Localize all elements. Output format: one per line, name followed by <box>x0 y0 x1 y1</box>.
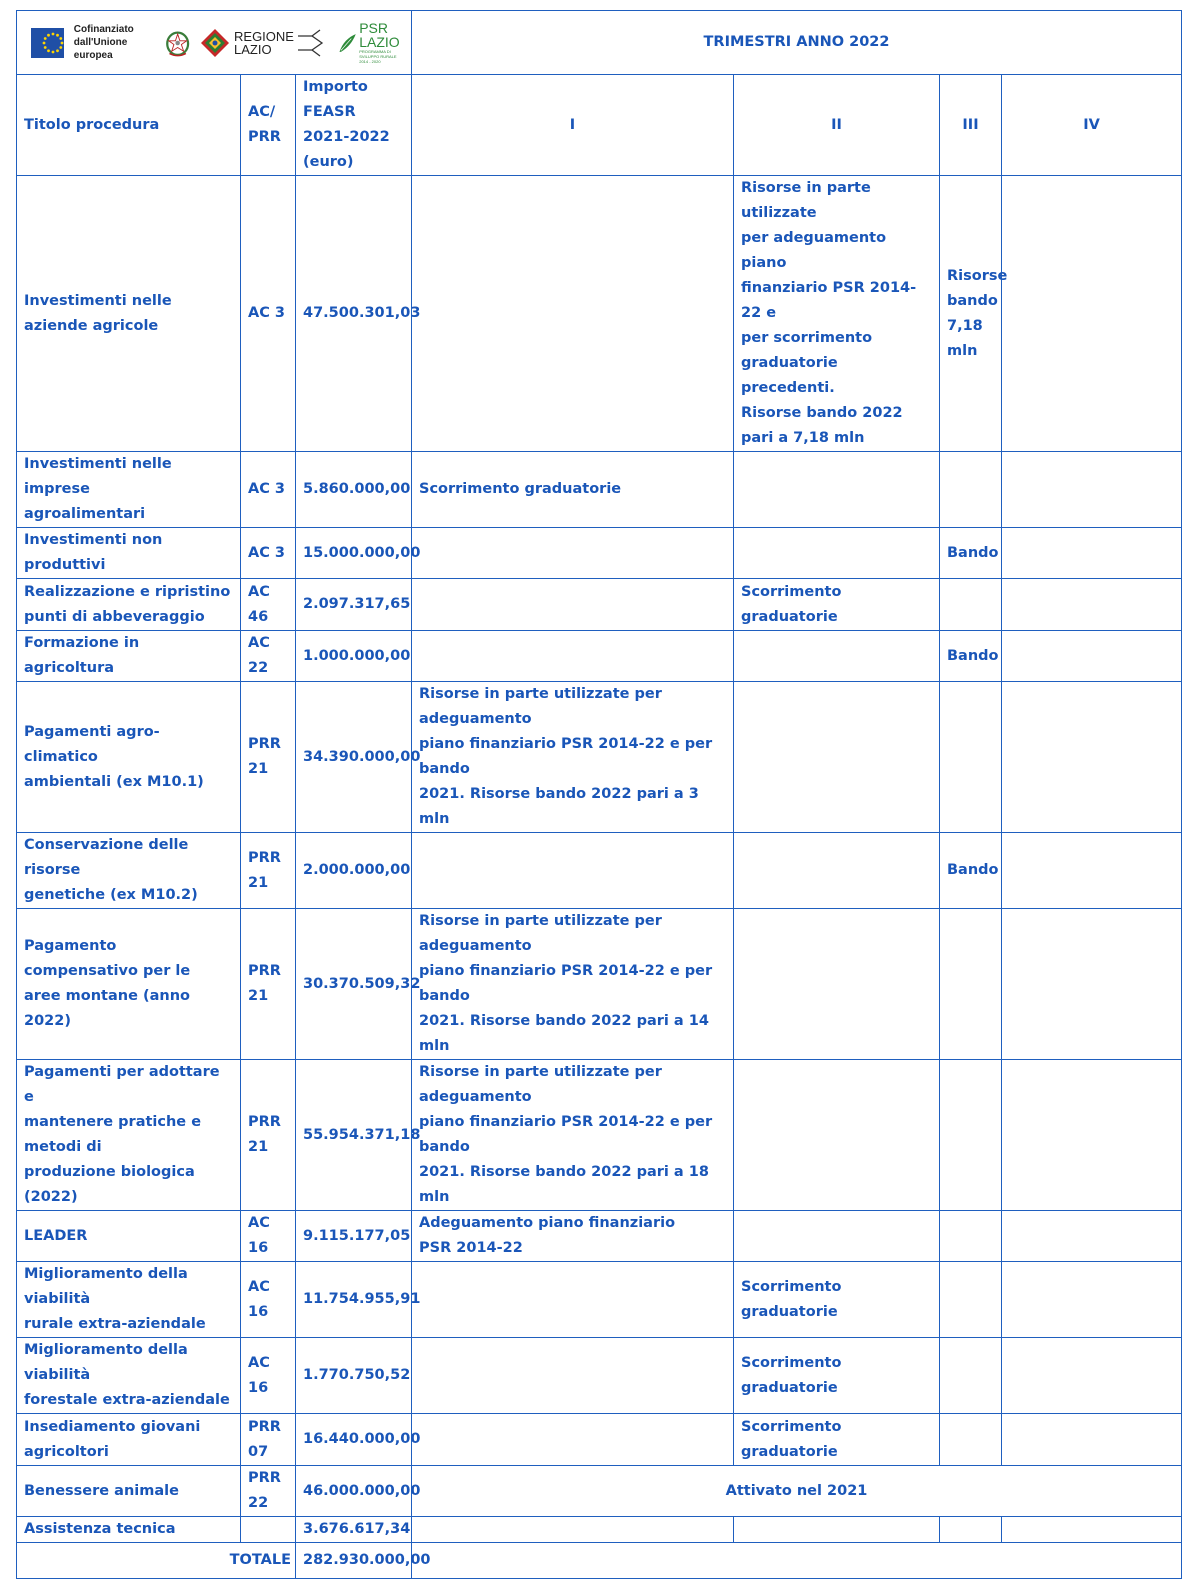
header-quarter-4: IV <box>1002 75 1182 176</box>
header-importo: Importo FEASR 2021-2022 (euro) <box>296 75 412 176</box>
procedure-title-line: LEADER <box>24 1227 88 1244</box>
procedure-title <box>17 1060 241 1211</box>
procedure-title-line: agricoltori <box>24 1443 109 1460</box>
procedure-title <box>17 1262 241 1338</box>
quarter-1-note <box>412 452 734 528</box>
importo-value: 34.390.000,00 <box>296 682 412 833</box>
quarter-3-note <box>940 579 1002 631</box>
quarter-2-note <box>734 176 940 452</box>
quarter-3-note <box>940 909 1002 1060</box>
header-quarter-2: II <box>734 75 940 176</box>
procedure-title-line: Miglioramento della viabilità <box>24 1342 188 1383</box>
ac-prr-code: PRR 07 <box>241 1414 296 1466</box>
quarter-1-note <box>412 631 734 682</box>
quarter-4-note <box>1002 528 1182 579</box>
procedure-title <box>17 1414 241 1466</box>
procedure-title-line: Investimenti nelle imprese <box>24 456 172 497</box>
ac-prr-code: PRR 22 <box>241 1466 296 1517</box>
header-ac-prr: AC/ PRR <box>241 75 296 176</box>
italian-republic-emblem-icon <box>165 23 190 63</box>
regione-lazio-logo: REGIONE LAZIO <box>200 28 328 58</box>
procedure-title-line: Insediamento giovani <box>24 1418 201 1435</box>
ac-prr-code: AC 3 <box>241 528 296 579</box>
procedure-title <box>17 833 241 909</box>
quarter-1-note <box>412 682 734 833</box>
importo-value: 1.770.750,52 <box>296 1338 412 1414</box>
procedure-title-line: Formazione in agricoltura <box>24 635 140 676</box>
quarter-1-note-line: piano finanziario PSR 2014-22 e per bando <box>419 1114 713 1155</box>
quarter-3-note <box>940 631 1002 682</box>
quarter-3-note-line: mln <box>947 342 978 359</box>
ac-prr-code: AC 46 <box>241 579 296 631</box>
importo-value: 46.000.000,00 <box>296 1466 412 1517</box>
quarter-1-note <box>412 1517 734 1543</box>
procedure-title-line: aziende agricole <box>24 317 159 334</box>
quarter-1-note <box>412 579 734 631</box>
importo-value: 3.676.617,34 <box>296 1517 412 1543</box>
importo-value: 1.000.000,00 <box>296 631 412 682</box>
trimestri-header: TRIMESTRI ANNO 2022 <box>412 11 1182 75</box>
procedure-title-line: rurale extra-aziendale <box>24 1316 206 1332</box>
procedure-title <box>17 452 241 528</box>
procedure-title-line: Realizzazione e ripristino <box>24 583 231 600</box>
quarter-1-note-line: Risorse in parte utilizzate per adeguamento <box>419 913 662 954</box>
procedure-title <box>17 528 241 579</box>
importo-value: 47.500.301,03 <box>296 176 412 452</box>
eu-flag-icon <box>31 28 64 58</box>
table-row <box>17 1338 1182 1414</box>
quarter-1-note <box>412 909 734 1060</box>
quarter-3-note-line: Bando <box>947 544 999 561</box>
ac-prr-code: AC 16 <box>241 1262 296 1338</box>
procedure-title <box>17 1338 241 1414</box>
quarter-3-note-line: Bando <box>947 862 999 878</box>
table-row <box>17 1466 1182 1517</box>
quarter-1-note <box>412 1338 734 1414</box>
eu-cofinancing-label: Cofinanziato dall'Unione europea <box>73 24 134 61</box>
table-row <box>17 452 1182 528</box>
quarter-2-note <box>734 1060 940 1211</box>
procedure-title-line: ambientali (ex M10.1) <box>24 773 204 790</box>
total-blank <box>412 1543 1182 1579</box>
procedure-title <box>17 631 241 682</box>
quarter-1-note-line: piano finanziario PSR 2014-22 e per bando <box>419 736 713 777</box>
quarter-3-note <box>940 528 1002 579</box>
importo-value: 2.000.000,00 <box>296 833 412 909</box>
ac-prr-code <box>241 1517 296 1543</box>
quarter-4-note <box>1002 631 1182 682</box>
quarter-4-note <box>1002 176 1182 452</box>
quarter-2-note <box>734 452 940 528</box>
procedure-title-line: agroalimentari <box>24 506 146 522</box>
quarter-1-note-line: 2021. Risorse bando 2022 pari a 14 mln <box>419 1013 709 1054</box>
quarter-1-note-line: 2021. Risorse bando 2022 pari a 3 mln <box>419 786 699 827</box>
quarter-3-note <box>940 452 1002 528</box>
quarter-3-note <box>940 682 1002 833</box>
quarter-2-note <box>734 579 940 631</box>
quarter-2-note <box>734 1338 940 1414</box>
quarter-1-note <box>412 176 734 452</box>
ac-prr-code: AC 16 <box>241 1338 296 1414</box>
quarter-2-note-line: per adeguamento piano <box>741 230 887 271</box>
procedure-title-line: Pagamenti per adottare e <box>24 1064 220 1105</box>
quarter-3-note <box>940 176 1008 452</box>
procedure-title-line: mantenere pratiche e metodi di <box>24 1114 202 1155</box>
quarter-4-note <box>1002 1211 1182 1262</box>
quarter-1-note-line: Risorse in parte utilizzate per adeguamento <box>419 686 662 727</box>
table-row <box>17 1262 1182 1338</box>
importo-value: 16.440.000,00 <box>296 1414 412 1466</box>
quarter-4-note <box>1002 909 1182 1060</box>
procedure-title <box>17 909 241 1060</box>
ac-prr-code: AC 3 <box>241 176 296 452</box>
procedure-title-line: punti di abbeveraggio <box>24 608 205 625</box>
quarter-3-note <box>940 1338 1002 1414</box>
table-row <box>17 631 1182 682</box>
total-row <box>17 1543 1182 1579</box>
quarter-2-note <box>734 1414 940 1466</box>
quarter-4-note <box>1002 1262 1182 1338</box>
quarter-3-note-line: Bando <box>947 647 999 664</box>
quarter-4-note <box>1002 682 1182 833</box>
ac-prr-code: AC 16 <box>241 1211 296 1262</box>
column-header-row <box>17 75 1182 176</box>
table-row <box>17 1060 1182 1211</box>
quarter-1-note-line: Adeguamento piano finanziario <box>419 1215 676 1231</box>
quarter-2-note <box>734 909 940 1060</box>
procedure-title-line: Conservazione delle risorse <box>24 837 189 878</box>
table-row <box>17 1517 1182 1543</box>
quarter-2-note-line: precedenti. <box>741 380 835 396</box>
quarter-3-note-line: 7,18 <box>947 317 983 334</box>
procedure-title-line: Miglioramento della viabilità <box>24 1266 188 1307</box>
table-row <box>17 909 1182 1060</box>
quarter-2-note <box>734 631 940 682</box>
procedure-title-line: Investimenti nelle <box>24 292 172 309</box>
quarter-2-note <box>734 1211 940 1262</box>
quarter-2-note-line: Scorrimento graduatorie <box>741 1278 842 1320</box>
quarter-1-note-line: Scorrimento graduatorie <box>419 481 622 497</box>
ac-prr-code: PRR 21 <box>241 1060 296 1211</box>
logos-cell <box>17 11 412 75</box>
quarter-1-note <box>412 1262 734 1338</box>
quarter-3-note <box>940 1517 1002 1543</box>
procedure-title-line: Pagamento compensativo per le <box>24 938 191 979</box>
quarter-1-note <box>412 528 734 579</box>
table-row <box>17 528 1182 579</box>
quarter-2-note <box>734 1517 940 1543</box>
quarter-3-note-line: Risorse <box>947 267 1008 284</box>
psr-lazio-logo: PSR LAZIO PROGRAMMA DI SVILUPPO RURALE 2014 - 2020 <box>338 21 411 64</box>
quarter-1-note-line: PSR 2014-22 <box>419 1240 523 1256</box>
quarter-4-note <box>1002 579 1182 631</box>
ac-prr-code: AC 3 <box>241 452 296 528</box>
quarter-2-note <box>734 833 940 909</box>
quarter-1-note <box>412 1060 734 1211</box>
activation-note: Attivato nel 2021 <box>412 1466 1182 1517</box>
procedure-title-line: Pagamenti agro-climatico <box>24 723 160 765</box>
quarter-2-note <box>734 528 940 579</box>
quarter-2-note-line: Scorrimento graduatorie <box>741 1418 842 1460</box>
quarter-2-note-line: finanziario PSR 2014-22 e <box>741 280 917 321</box>
importo-value: 30.370.509,32 <box>296 909 412 1060</box>
importo-value: 9.115.177,05 <box>296 1211 412 1262</box>
procedure-title: Benessere animale <box>17 1466 241 1517</box>
procedure-title-line: genetiche (ex M10.2) <box>24 887 198 903</box>
table-row <box>17 833 1182 909</box>
quarter-3-note <box>940 1060 1002 1211</box>
importo-value: 55.954.371,18 <box>296 1060 412 1211</box>
table-row <box>17 1414 1182 1466</box>
quarter-3-note <box>940 1414 1002 1466</box>
quarter-3-note <box>940 833 1002 909</box>
regione-lazio-shield-icon <box>200 28 230 58</box>
quarter-2-note <box>734 1262 940 1338</box>
quarter-2-note-line: Scorrimento graduatorie <box>741 1354 842 1396</box>
procedure-title: Assistenza tecnica <box>17 1517 241 1543</box>
procedure-title-line: Investimenti non produttivi <box>24 532 163 573</box>
importo-value: 15.000.000,00 <box>296 528 412 579</box>
regione-lazio-chevron-icon <box>298 28 328 58</box>
procedure-title-line: produzione biologica (2022) <box>24 1164 195 1205</box>
quarter-4-note <box>1002 1517 1182 1543</box>
header-titolo: Titolo procedura <box>17 75 241 176</box>
procedure-title <box>17 1211 241 1262</box>
procedure-title <box>17 579 241 631</box>
psr-lazio-leaf-icon <box>338 29 357 57</box>
procedure-title-line: aree montane (anno 2022) <box>24 988 190 1029</box>
quarter-4-note <box>1002 1338 1182 1414</box>
header-quarter-1: I <box>412 75 734 176</box>
ac-prr-code: PRR 21 <box>241 909 296 1060</box>
procedure-title <box>17 682 241 833</box>
quarter-3-note-line: bando <box>947 292 998 309</box>
ac-prr-code: PRR 21 <box>241 833 296 909</box>
quarter-2-note-line: Scorrimento graduatorie <box>741 583 842 625</box>
quarter-2-note <box>734 682 940 833</box>
quarter-2-note-line: Risorse bando 2022 <box>741 405 903 421</box>
quarter-4-note <box>1002 452 1182 528</box>
procedure-title-line: forestale extra-aziendale <box>24 1392 230 1408</box>
importo-value: 11.754.955,91 <box>296 1262 412 1338</box>
table-row <box>17 579 1182 631</box>
header-quarter-3: III <box>940 75 1002 176</box>
table-row <box>17 682 1182 833</box>
total-label: TOTALE <box>17 1543 296 1579</box>
quarter-1-note-line: 2021. Risorse bando 2022 pari a 18 mln <box>419 1164 709 1205</box>
quarter-4-note <box>1002 833 1182 909</box>
quarter-3-note <box>940 1262 1002 1338</box>
quarter-1-note <box>412 833 734 909</box>
quarter-4-note <box>1002 1060 1182 1211</box>
table-row <box>17 1211 1182 1262</box>
procedures-schedule-table <box>16 10 1182 1579</box>
ac-prr-code: AC 22 <box>241 631 296 682</box>
quarter-1-note <box>412 1414 734 1466</box>
quarter-4-note <box>1002 1414 1182 1466</box>
quarter-2-note-line: pari a 7,18 mln <box>741 430 865 446</box>
quarter-3-note <box>940 1211 1002 1262</box>
quarter-2-note-line: Risorse in parte utilizzate <box>741 180 871 221</box>
logo-header-row <box>17 11 1182 75</box>
importo-value: 2.097.317,65 <box>296 579 412 631</box>
quarter-2-note-line: per scorrimento graduatorie <box>741 330 873 371</box>
ac-prr-code: PRR 21 <box>241 682 296 833</box>
importo-value: 5.860.000,00 <box>296 452 412 528</box>
table-row <box>17 176 1182 452</box>
quarter-1-note-line: Risorse in parte utilizzate per adeguamento <box>419 1064 662 1105</box>
quarter-1-note-line: piano finanziario PSR 2014-22 e per bando <box>419 963 713 1004</box>
procedure-title <box>17 176 241 452</box>
total-value: 282.930.000,00 <box>296 1543 412 1579</box>
quarter-1-note <box>412 1211 734 1262</box>
